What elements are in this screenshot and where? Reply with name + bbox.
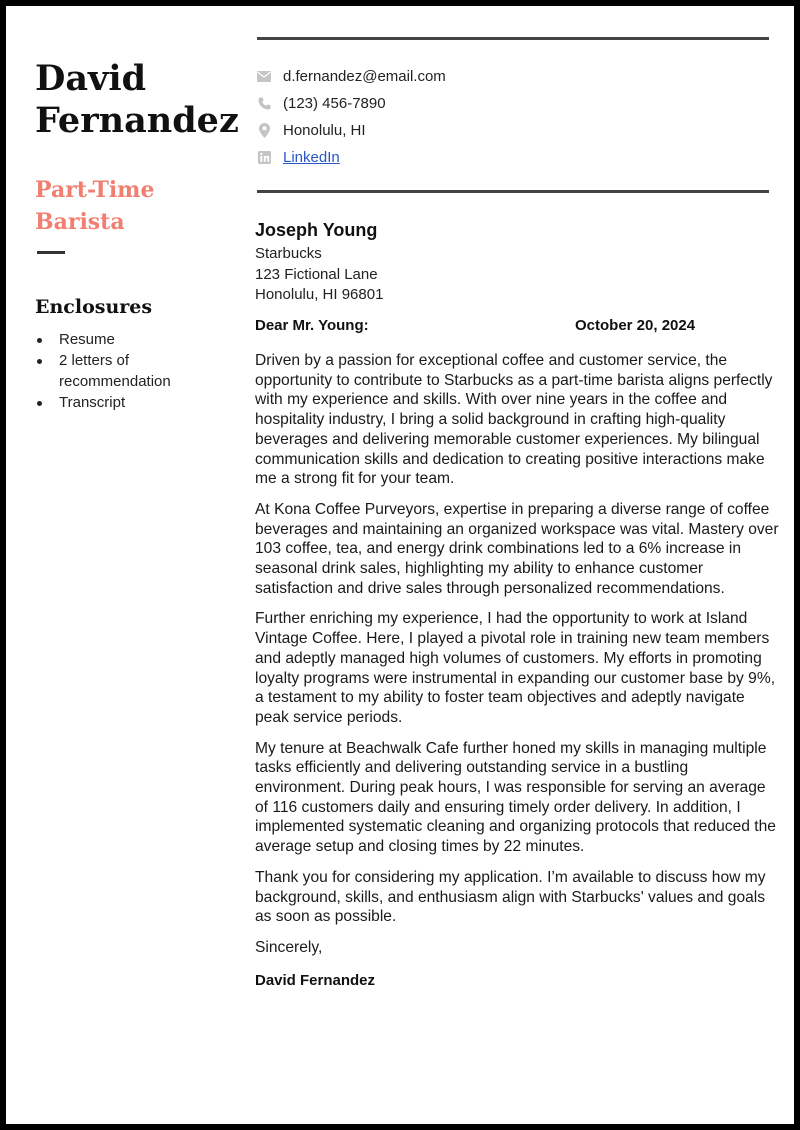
- body-paragraph: Driven by a passion for exceptional coffee and customer service, the opportunity to contribute to Starbucks as a part-time barista aligns perfectly with my experience and skills. With over nine years in the coffee and hospitality industry, I bring a solid background in crafting high-quality beverages and delivering memorable customer experiences. My bilingual communication skills and dedication to creating positive interactions make me a strong fit for your team.: [255, 352, 773, 488]
- letter-body: [255, 351, 780, 989]
- contact-email: [257, 63, 769, 90]
- header-top-rule: [257, 37, 769, 40]
- title-divider: [37, 251, 65, 254]
- location-text: Honolulu, HI: [283, 122, 366, 139]
- recipient-address-line1: 123 Fictional Lane: [255, 265, 378, 283]
- header-bottom-rule: [257, 190, 769, 193]
- enclosures-heading: Enclosures: [35, 296, 153, 318]
- applicant-name: David Fernandez: [35, 58, 239, 141]
- job-title: Part-Time Barista: [35, 177, 155, 235]
- contact-linkedin: [257, 144, 769, 171]
- salutation-row: [255, 317, 775, 334]
- envelope-icon: [257, 70, 271, 84]
- contact-location: [257, 117, 769, 144]
- email-text: d.fernandez@email.com: [283, 68, 446, 85]
- recipient-address-line2: Honolulu, HI 96801: [255, 286, 384, 303]
- salutation: Dear Mr. Young:: [255, 317, 369, 334]
- enclosure-item: Resume: [35, 329, 235, 350]
- body-paragraph: Thank you for considering my application. I’m available to discuss how my background, skills, and enthusiasm align with Starbucks' values and goals as soon as possible.: [255, 868, 766, 926]
- recipient-block: [255, 218, 775, 306]
- body-paragraph: At Kona Coffee Purveyors, expertise in preparing a diverse range of coffee beverages and maintaining an organized workspace was vital. Mastery over 103 coffee, tea, and energy drink combinations led to a 6% increase in seasonal drink sales, highlighting my ability to enhance customer satisfaction and drive sales through personalized recommendations.: [255, 500, 779, 597]
- body-paragraph: Further enriching my experience, I had the opportunity to work at Island Vintage Coffee. Here, I played a pivotal role in training new team members and adeptly managed high volumes of customers. My efforts in promoting loyalty programs were instrumental in expanding our customer base by 9%, a testament to my ability to foster team objectives and adeptly navigate peak service periods.: [255, 610, 776, 726]
- phone-icon: [257, 97, 271, 111]
- enclosure-item: 2 letters of recommendation: [35, 350, 235, 392]
- body-paragraph: My tenure at Beachwalk Cafe further honed my skills in managing multiple tasks efficiently and delivering outstanding service in a bustling environment. During peak hours, I was responsible for serving an average of 116 customers daily and ensuring timely order delivery. In addition, I implemented systematic cleaning and organizing protocols that reduced the average setup and closing times by 22 minutes.: [255, 739, 776, 856]
- signature-name: David Fernandez: [255, 971, 376, 989]
- enclosure-item: Transcript: [35, 392, 235, 413]
- location-pin-icon: [257, 124, 271, 138]
- linkedin-link[interactable]: LinkedIn: [283, 149, 340, 166]
- contact-phone: [257, 90, 769, 117]
- recipient-company: Starbucks: [255, 245, 322, 262]
- letter-date: October 20, 2024: [575, 317, 696, 334]
- recipient-name: Joseph Young: [255, 220, 378, 240]
- cover-letter-page: [6, 6, 794, 1124]
- closing: Sincerely,: [255, 938, 323, 956]
- phone-text: (123) 456-7890: [283, 95, 386, 112]
- enclosures-list: [35, 329, 235, 413]
- contact-block: [257, 63, 769, 171]
- linkedin-icon: [257, 151, 271, 165]
